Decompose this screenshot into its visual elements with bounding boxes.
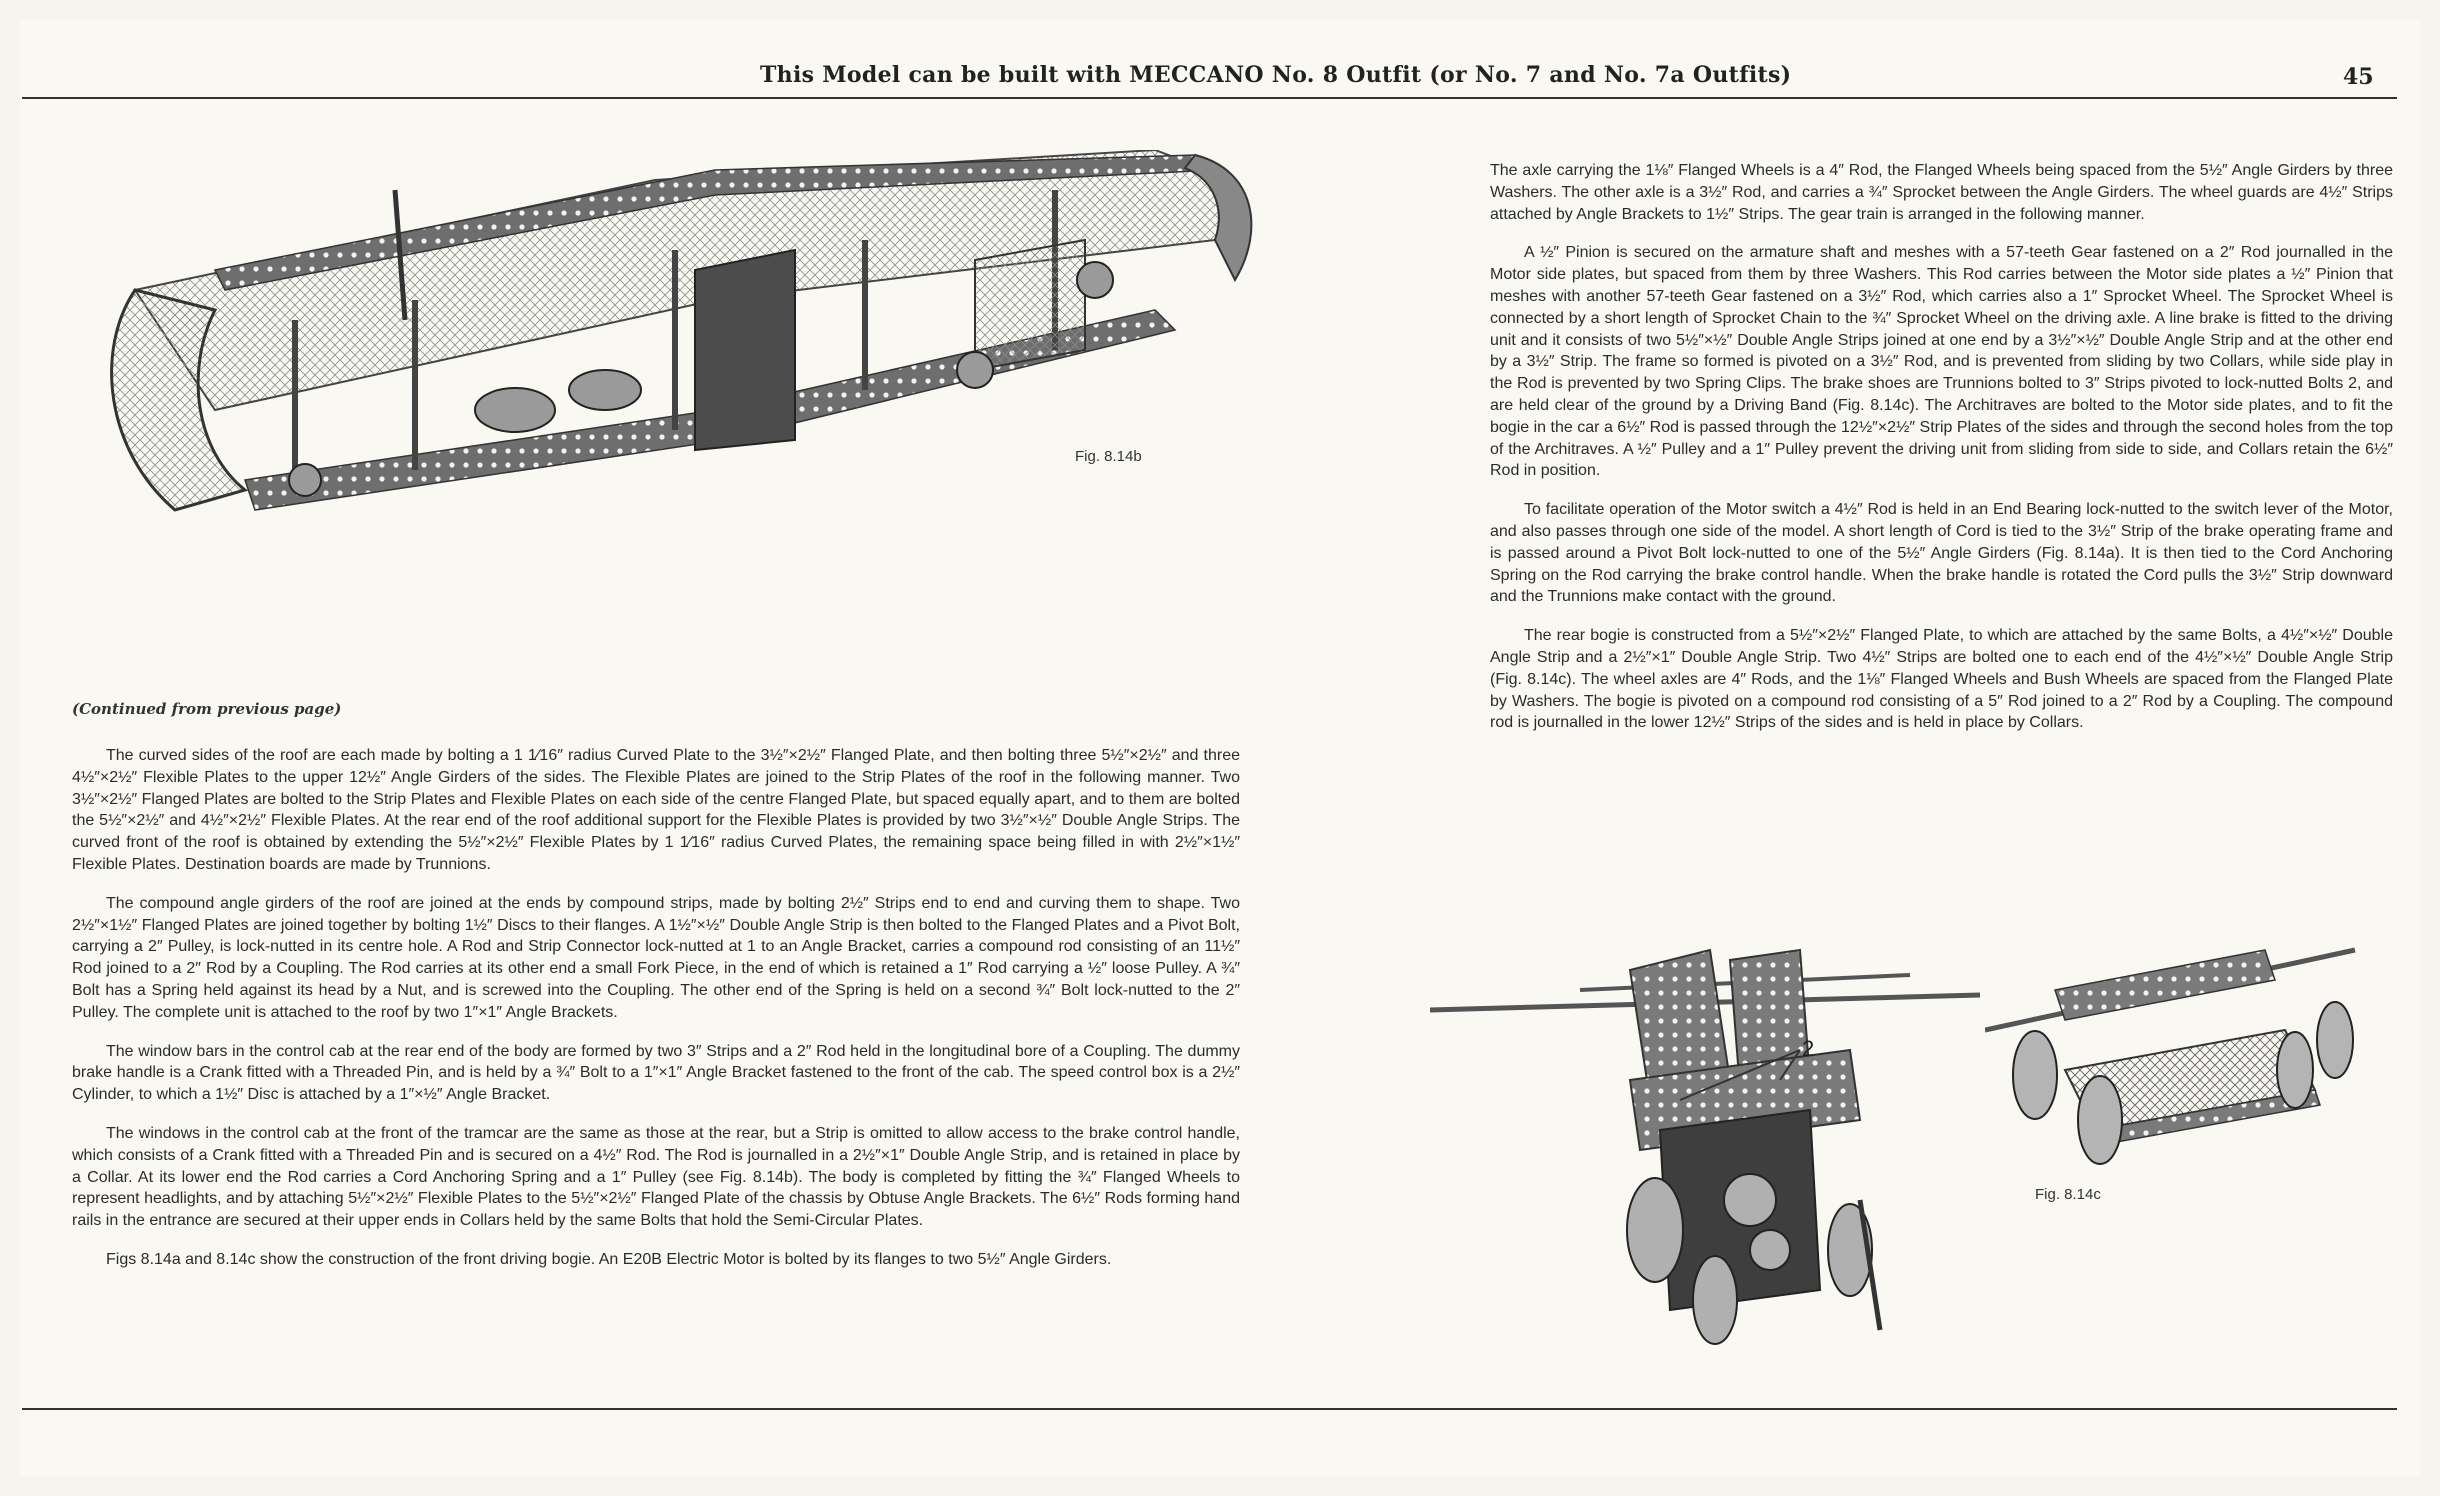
paragraph: A ½″ Pinion is secured on the armature shaft and meshes with a 57-teeth Gear fastened on a 2″ Rod journalled in the Motor side plates, but spaced from them by three Washers. This Rod carries between the Motor side plates a ½″ Pinion that meshes with another 57-teeth Gear fastened on a 3½″ Rod, which carries also a 1″ Sprocket Wheel. The Sprocket Wheel is connected by a short length of Sprocket Chain to the ¾″ Sprocket Wheel on the driving axle. A line brake is fitted to the driving unit and it consists of two 5½″×½″ Double Angle Strips joined at one end by a 3½″×½″ Double Angle Strip and at the other end by a 3½″ Strip. The frame so formed is pivoted on a 3½″ Rod, and is prevented from sliding by two Collars, while side play in the Rod is prevented by two Spring Clips. The brake shoes are Trunnions bolted to 3″ Strips pivoted to lock-nutted Bolts 2, and are held clear of the ground by a Driving Band (Fig. 8.14c). The Architraves are bolted to the Motor side plates, and to fit the bogie in the car a 6½″ Rod is passed through the 12½″×2½″ Strip Plates of the sides and through the second holes from the top of the Architraves. A ½″ Pulley and a 1″ Pulley prevent the driving unit from sliding from side to side, and Collars retain the 6½″ Rod in position. (1490, 244, 2393, 480)
paragraph: Figs 8.14a and 8.14c show the construction of the front driving bogie. An E20B Electric Motor is bolted by its flanges to two 5½″ Angle Girders. (106, 1250, 1112, 1268)
paragraph: The windows in the control cab at the front of the tramcar are the same as those at the rear, but a Strip is omitted to allow access to the brake control handle, which consists of a Crank fitted with a Threaded Pin and is secured on a 4½″ Rod. The Rod is journalled in a 2½″×1″ Double Angle Strip, and is retained in place by a Collar. At its lower end the Rod carries a Cord Anchoring Spring and a 1″ Pulley (see Fig. 8.14b). The body is completed by fitting the ¾″ Flanged Wheels to represent headlights, and by attaching 5½″×2½″ Flexible Plates to the 5½″×2½″ Flanged Plate of the chassis by Obtuse Angle Brackets. The 6½″ Rods forming hand rails in the entrance are secured at their upper ends in Collars held by the same Bolts that hold the Semi-Circular Plates. (72, 1124, 1240, 1230)
continued-note: (Continued from previous page) (72, 700, 342, 718)
footer-rule (22, 1408, 2397, 1410)
paragraph: The curved sides of the roof are each made by bolting a 1 1⁄16″ radius Curved Plate to the 3½″×2½″ Flanged Plate, and then bolting three 5½″×2½″ and three 4½″×2½″ Flexible Plates to the upper 12½″ Angle Girders of the sides. The Flexible Plates are joined to the Strip Plates of the roof in the following manner. Two 3½″×2½″ Flanged Plates are bolted to the Strip Plates and Flexible Plates on each side of the centre Flanged Plate, but spaced equally apart, and to them are bolted the 5½″×2½″ and 4½″×2½″ Flexible Plates. At the rear end of the roof additional support for the Flexible Plates is provided by two 3½″×½″ Double Angle Strips. The curved front of the roof is obtained by extending the 5½″×2½″ Flexible Plates by 1 1⁄16″ radius Curved Plates, the remaining space being filled in with 2½″×1½″ Flexible Plates. Destination boards are made by Trunnions. (72, 747, 1240, 873)
paragraph: The axle carrying the 1⅛″ Flanged Wheels is a 4″ Rod, the Flanged Wheels being spaced from the 5½″ Angle Girders by three Washers. The other axle is a 3½″ Rod, and carries a ¾″ Sprocket between the Angle Girders. The wheel guards are 4½″ Strips attached by Angle Brackets to 1½″ Strips. The gear train is arranged in the following manner. (1490, 162, 2393, 223)
paragraph: The window bars in the control cab at the rear end of the body are formed by two 3″ Strips and a 2″ Rod held in the longitudinal bore of a Coupling. The dummy brake handle is a Crank fitted with a Threaded Pin, and is held by a ¾″ Bolt to a 1″×1″ Angle Bracket fastened to the front of the cab. The speed control box is a 2½″ Cylinder, to which a 1½″ Disc is attached by a 1″×½″ Angle Bracket. (72, 1042, 1240, 1104)
header-rule (22, 97, 2397, 99)
page-number: 45 (2343, 64, 2374, 90)
right-column-text (1490, 160, 2393, 751)
figure-tramcar-chassis (95, 150, 1295, 600)
callout-2: 2 (1802, 1036, 1815, 1061)
paragraph: The compound angle girders of the roof are joined at the ends by compound strips, made by bolting 2½″ Strips end to end and curving them to shape. Two 2½″×1½″ Flanged Plates are joined together by bolting 1½″ Discs to their flanges. A 1½″×½″ Double Angle Strip is then bolted to the Flanged Plates and a Pivot Bolt, carrying a 2″ Pulley, is lock-nutted in its centre hole. A Rod and Strip Connector lock-nutted at 1 to an Angle Bracket, carries a compound rod consisting of an 11½″ Rod joined to a 2″ Rod by a Coupling. The Rod carries at its other end a small Fork Piece, in the end of which is retained a 1″ Rod carrying a ½″ loose Pulley. A ¾″ Bolt has a Spring held against its head by a Nut, and is screwed into the Coupling. The other end of the Spring is held on a second ¾″ Bolt lock-nutted to the 2″ Pulley. The complete unit is attached to the roof by two 1″×1″ Angle Brackets. (72, 894, 1240, 1021)
left-column-text (72, 745, 1240, 1288)
paragraph: The rear bogie is constructed from a 5½″×2½″ Flanged Plate, to which are attached by the same Bolts, a 4½″×½″ Double Angle Strip and a 2½″×1″ Double Angle Strip. Two 4½″ Strips are bolted one to each end of the 4½″×½″ Double Angle Strip (Fig. 8.14c). The wheel axles are 4″ Rods, and the 1⅛″ Flanged Wheels and Bush Wheels are spaced from the Flanged Plate by Washers. The bogie is pivoted on a compound rod consisting of a 5″ Rod joined to a 2″ Rod by a Coupling. The compound rod is journalled in the lower 12½″ Strips of the sides and is held in place by Collars. (1490, 627, 2393, 732)
figure-label-8-14b: Fig. 8.14b (1075, 448, 1142, 465)
figure-label-8-14c: Fig. 8.14c (2035, 1186, 2101, 1203)
page-header-title: This Model can be built with MECCANO No. 8 Outfit (or No. 7 and No. 7a Outfits) (760, 62, 1792, 88)
figure-driving-bogie (1430, 930, 1990, 1350)
paragraph: To facilitate operation of the Motor switch a 4½″ Rod is held in an End Bearing lock-nutted to the switch lever of the Motor, and also passes through one side of the model. A short length of Cord is tied to the 3½″ Strip of the brake operating frame and is passed around a Pivot Bolt lock-nutted to one of the 5½″ Angle Girders (Fig. 8.14a). It is then tied to the Cord Anchoring Spring on the Rod carrying the brake control handle. When the brake handle is rotated the Cord pulls the 3½″ Strip downward and the Trunnions make contact with the ground. (1490, 501, 2393, 606)
figure-rear-bogie (1985, 930, 2365, 1200)
